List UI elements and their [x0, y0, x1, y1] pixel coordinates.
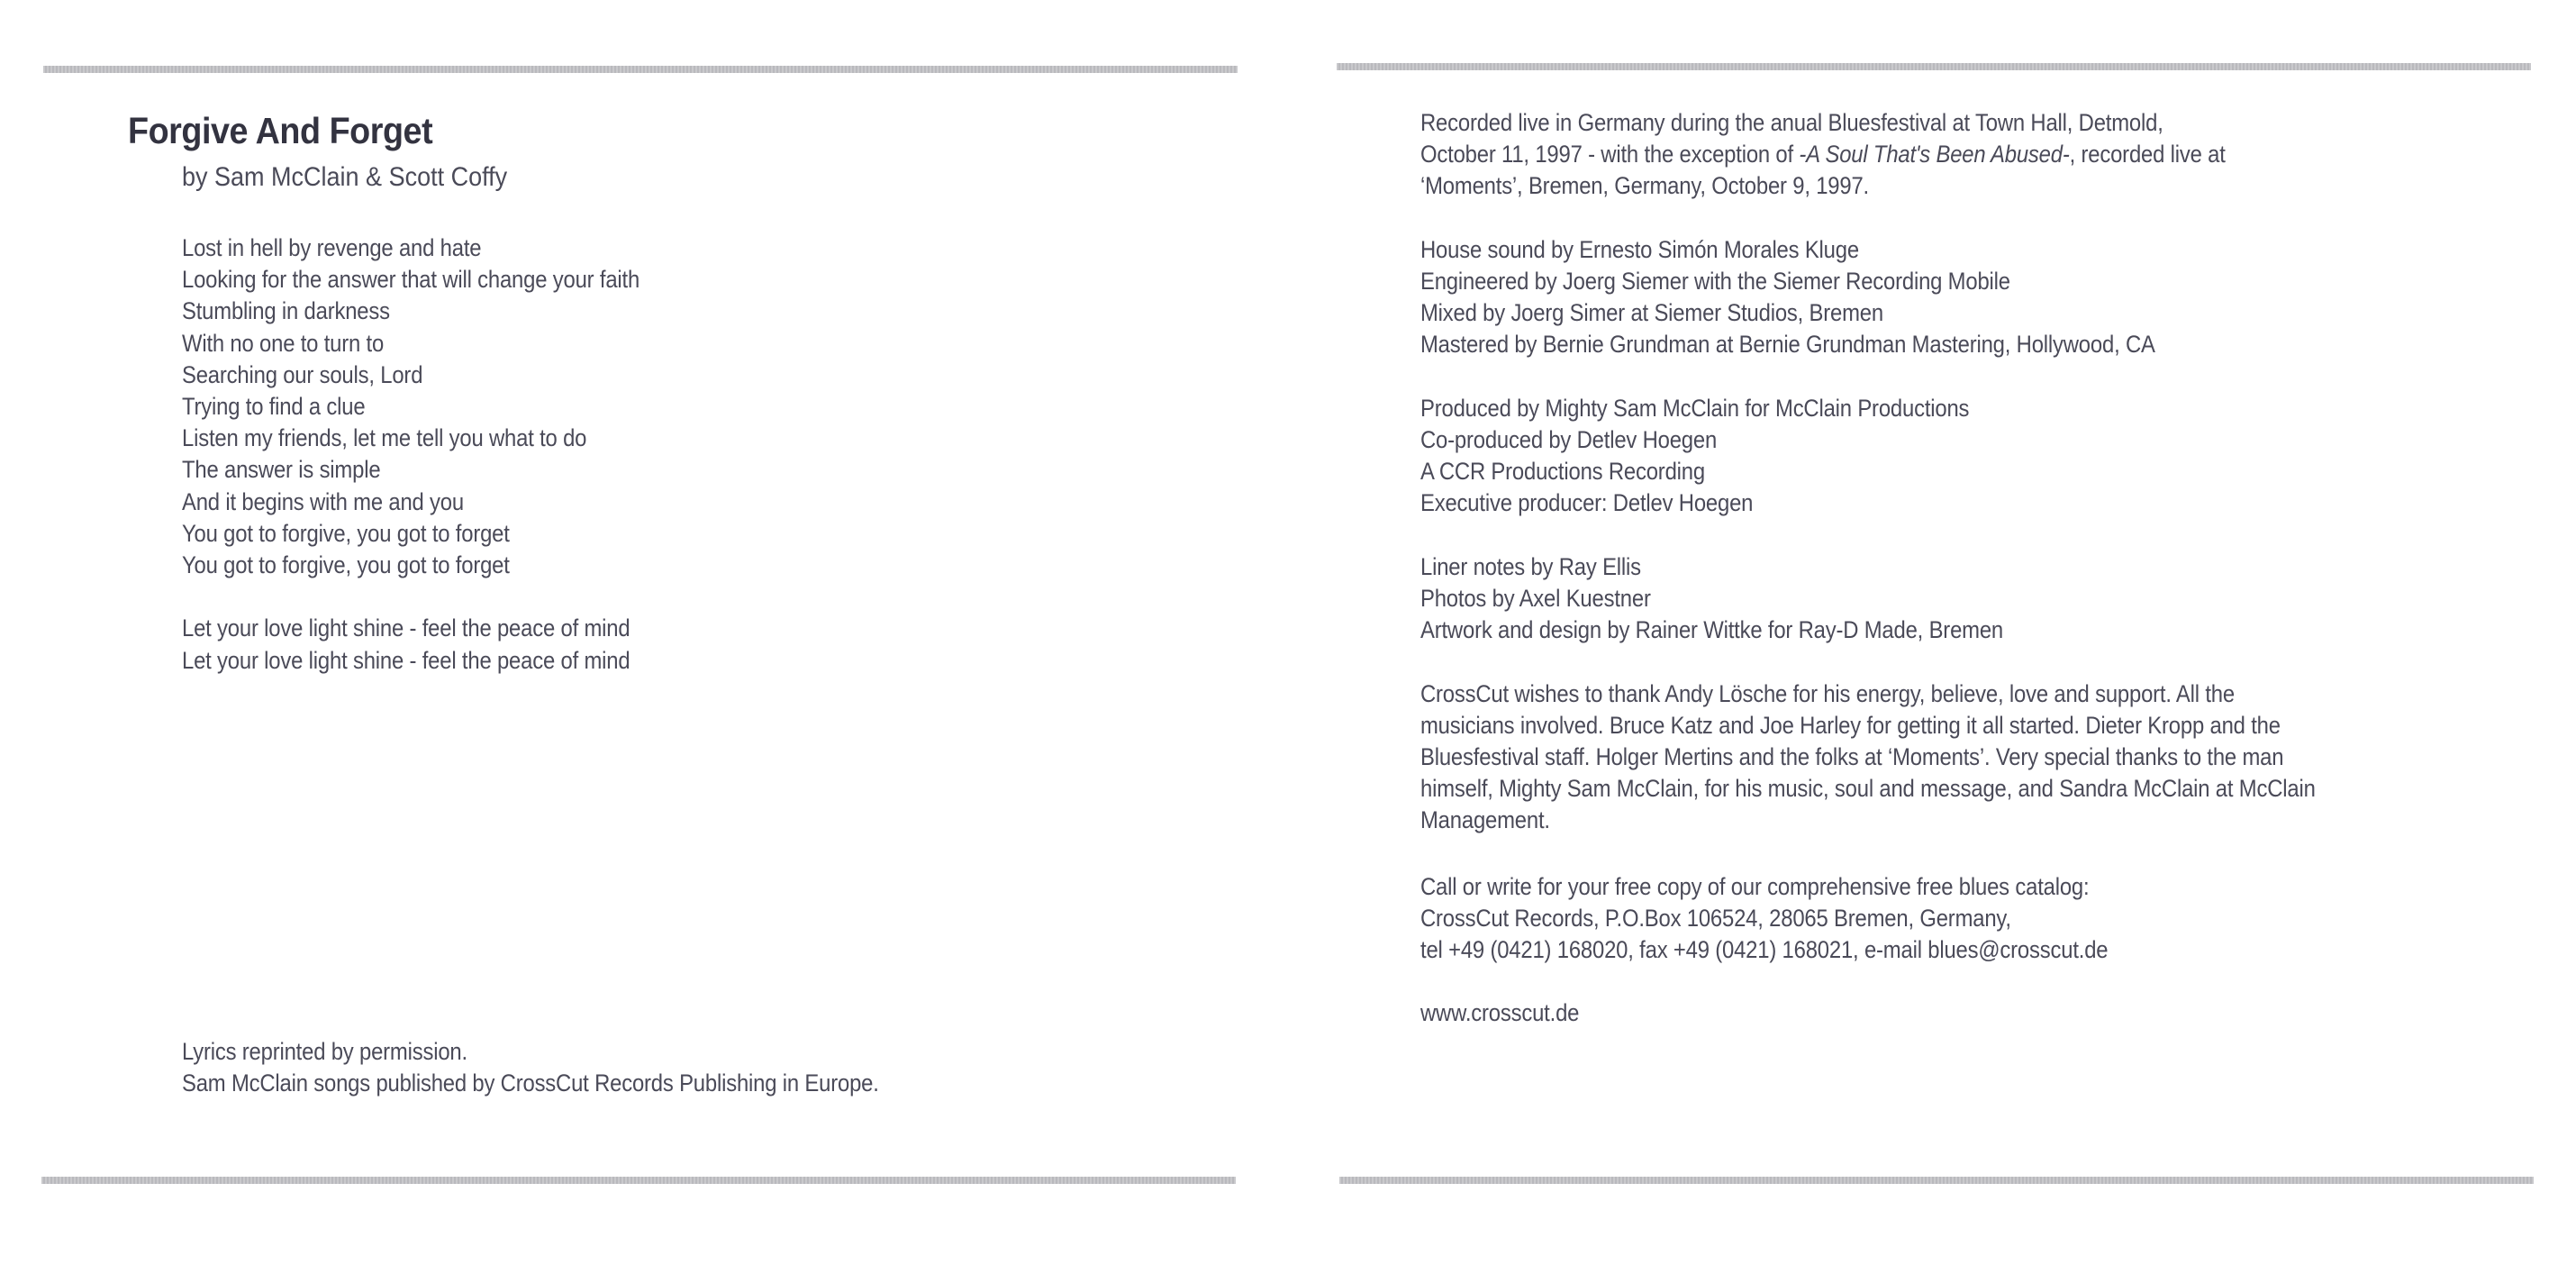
production-line: Executive producer: Detlev Hoegen — [1420, 489, 1754, 517]
footnote-line: Lyrics reprinted by permission. — [182, 1038, 467, 1065]
lyrics-footnote — [182, 1036, 879, 1099]
thanks-line: Management. — [1420, 806, 1550, 834]
recording-line: Recorded live in Germany during the anual Bluesfestival at Town Hall, Detmold, — [1420, 109, 2163, 136]
recording-line-prefix: October 11, 1997 - with the exception of — [1420, 141, 1800, 168]
engineering-line: Engineered by Joerg Siemer with the Siemer Recording Mobile — [1420, 268, 2010, 295]
contact-line: CrossCut Records, P.O.Box 106524, 28065 Bremen, Germany, — [1420, 904, 2011, 932]
lyric-line: You got to forgive, you got to forget — [182, 551, 510, 579]
bottom-left-rule — [41, 1177, 1236, 1184]
thanks-line: CrossCut wishes to thank Andy Lösche for his energy, believe, love and support. All the — [1420, 679, 2235, 707]
song-byline: by Sam McClain & Scott Coffy — [182, 162, 508, 192]
lyric-line: You got to forgive, you got to forget — [182, 519, 510, 547]
lyric-line: The answer is simple — [182, 456, 381, 484]
design-line: Artwork and design by Rainer Wittke for Ray-D Made, Bremen — [1420, 616, 2004, 644]
lyric-line: Stumbling in darkness — [182, 297, 390, 325]
lyric-line: Let your love light shine - feel the peace of mind — [182, 614, 630, 642]
lyric-line: Listen my friends, let me tell you what to do — [182, 424, 587, 452]
thanks-line: musicians involved. Bruce Katz and Joe Harley for getting it all started. Dieter Kropp and the — [1420, 711, 2281, 739]
website-link: www.crosscut.de — [1420, 999, 1580, 1027]
recording-line-suffix: , recorded live at — [2069, 141, 2226, 168]
credits-block — [1420, 107, 2316, 1030]
contact-line: tel +49 (0421) 168020, fax +49 (0421) 168021, e-mail blues@crosscut.de — [1420, 936, 2109, 964]
lyric-line: And it begins with me and you — [182, 487, 464, 515]
thanks-line: Bluesfestival staff. Holger Mertins and the folks at ‘Moments’. Very special thanks to the man — [1420, 743, 2284, 770]
engineering-line: Mixed by Joerg Simer at Siemer Studios, Bremen — [1420, 299, 1883, 327]
recording-line: ‘Moments’, Bremen, Germany, October 9, 1997. — [1420, 172, 1870, 200]
engineering-line: Mastered by Bernie Grundman at Bernie Grundman Mastering, Hollywood, CA — [1420, 331, 2155, 359]
production-line: A CCR Productions Recording — [1420, 458, 1705, 486]
lyric-line: Lost in hell by revenge and hate — [182, 234, 482, 261]
bottom-right-rule — [1339, 1177, 2534, 1184]
song-title: Forgive And Forget — [128, 110, 433, 151]
lyric-line: Searching our souls, Lord — [182, 360, 423, 388]
contact-line: Call or write for your free copy of our comprehensive free blues catalog: — [1420, 872, 2090, 900]
lyric-line: Looking for the answer that will change your faith — [182, 266, 640, 294]
recording-line — [1420, 139, 2316, 170]
top-left-rule — [43, 66, 1238, 73]
lyric-line: Let your love light shine - feel the peace of mind — [182, 646, 630, 674]
production-line: Co-produced by Detlev Hoegen — [1420, 426, 1718, 453]
top-right-rule — [1337, 63, 2531, 70]
footnote-line: Sam McClain songs published by CrossCut Records Publishing in Europe. — [182, 1069, 879, 1097]
engineering-line: House sound by Ernesto Simón Morales Kluge — [1420, 235, 1859, 263]
production-line: Produced by Mighty Sam McClain for McClain Productions — [1420, 394, 1970, 422]
thanks-line: himself, Mighty Sam McClain, for his music, soul and message, and Sandra McClain at McClain — [1420, 775, 2316, 803]
song-title-italic: -A Soul That's Been Abused- — [1799, 141, 2070, 168]
lyrics-block — [182, 232, 639, 677]
lyric-line: With no one to turn to — [182, 329, 385, 357]
design-line: Photos by Axel Kuestner — [1420, 585, 1651, 612]
lyric-line: Trying to find a clue — [182, 393, 366, 421]
design-line: Liner notes by Ray Ellis — [1420, 552, 1641, 580]
